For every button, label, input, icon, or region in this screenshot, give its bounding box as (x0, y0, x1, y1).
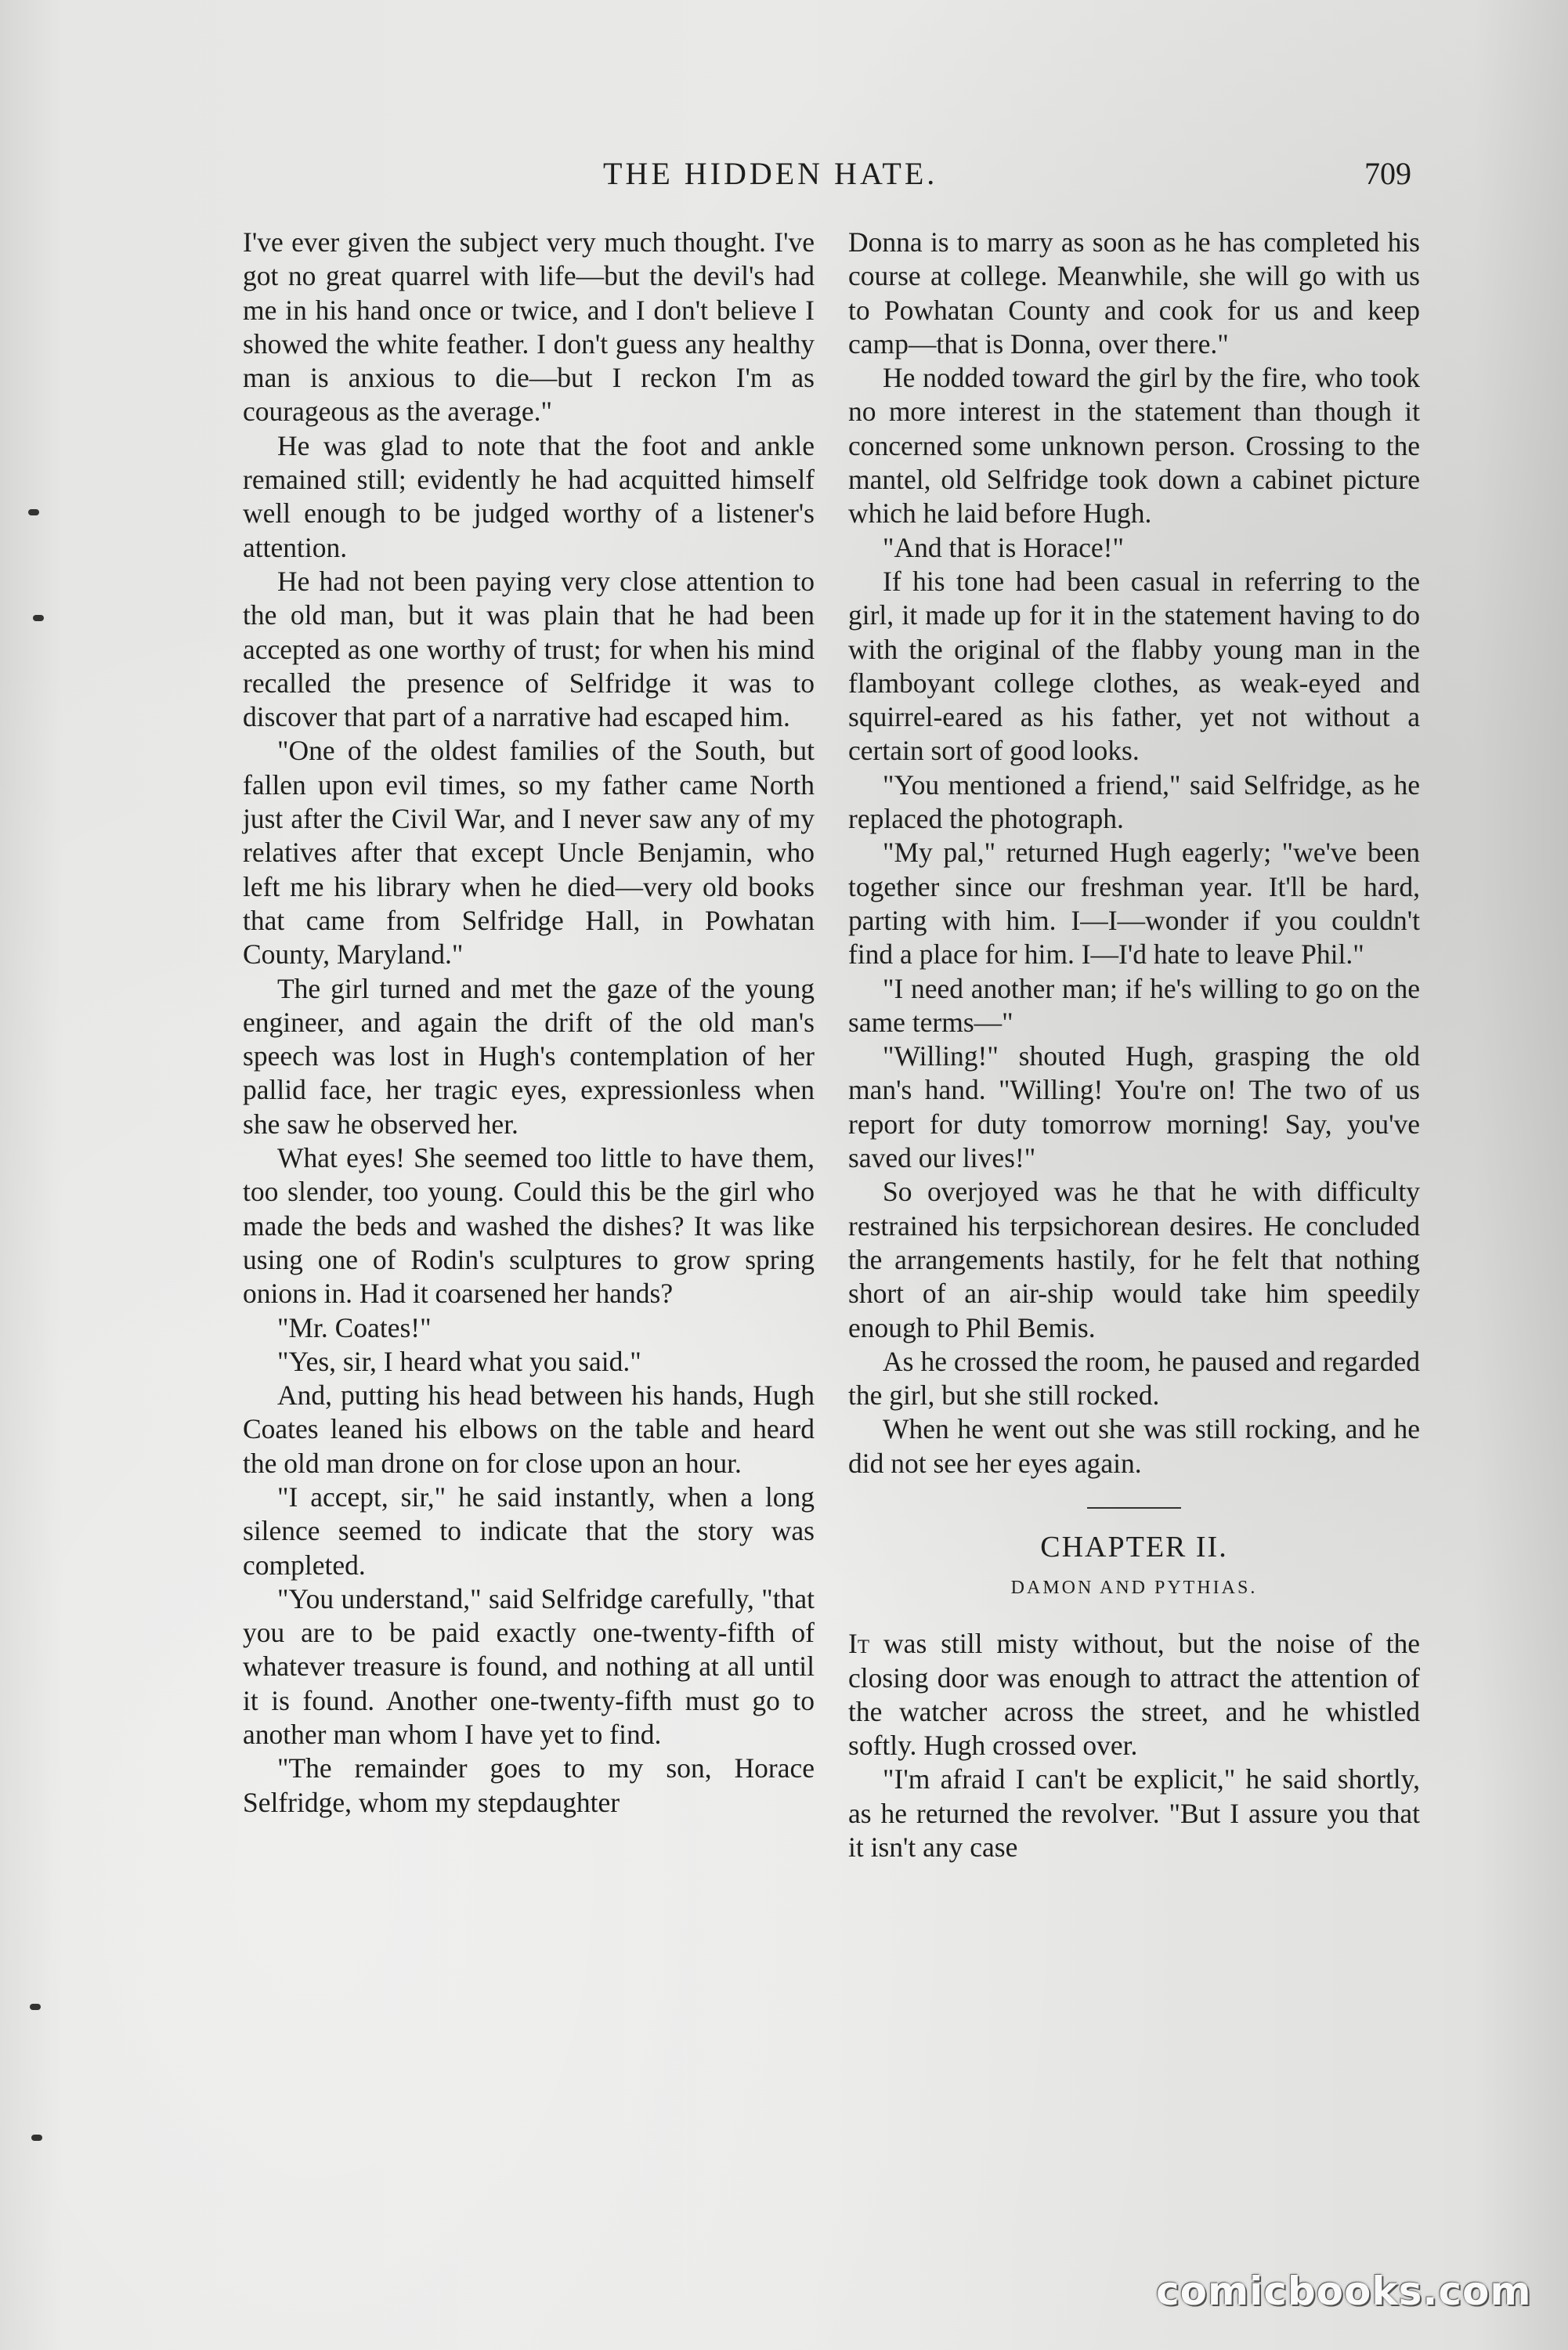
chapter-first-rest: was still misty without, but the noise of the closing door was enough to attract the attention of the watcher across the street, and he whistled softly. Hugh crossed over. (848, 1628, 1420, 1762)
paragraph: So overjoyed was he that he with difficulty restrained his terpsichorean desires. He concluded the arrangements hastily, for he felt that nothing short of an air-ship would take him speedily enough to Phil Bemis. (848, 1176, 1420, 1343)
paragraph: "My pal," returned Hugh eagerly; "we've been together since our freshman year. It'll be hard, parting with him. I—I—wonder if you couldn't find a place for him. I—I'd hate to leave Phil." (848, 837, 1420, 971)
paragraph: "I'm afraid I can't be explicit," he said shortly, as he returned the revolver. "But I assure you that it isn't any case (848, 1763, 1420, 1864)
chapter-subtitle: DAMON AND PYTHIAS. (1010, 1577, 1258, 1598)
left-column (243, 226, 815, 1820)
chapter-opening-paragraph (848, 1627, 1420, 1762)
paragraph: "You understand," said Selfridge carefully, "that you are to be paid exactly one-twenty-fifth of whatever treasure is found, and nothing at all until it is found. Another one-twenty-fifth must go to another man whom I have yet to find. (243, 1582, 815, 1751)
paragraph: He nodded toward the girl by the fire, who took no more interest in the statement than though it concerned some unknown person. Crossing to the mantel, old Selfridge took down a cabinet picture which he laid before Hugh. (848, 362, 1420, 530)
page-number: 709 (1364, 156, 1411, 191)
paragraph: He was glad to note that the foot and ankle remained still; evidently he had acquitted himself well enough to be judged worthy of a listener's attention. (243, 429, 815, 563)
paragraph: "I accept, sir," he said instantly, when a long silence seemed to indicate that the story was completed. (243, 1480, 815, 1581)
paragraph: And, putting his head between his hands, Hugh Coates leaned his elbows on the table and heard the old man drone on for close upon an hour. (243, 1379, 815, 1479)
right-column (848, 226, 1420, 1864)
running-head (0, 155, 1568, 202)
watermark-logo: comicbooks.com (1156, 2269, 1532, 2314)
section-rule (1087, 1507, 1181, 1509)
paragraph: "You mentioned a friend," said Selfridge, as he replaced the photograph. (848, 768, 1420, 835)
paragraph: As he crossed the room, he paused and regarded the girl, but she still rocked. (848, 1345, 1420, 1412)
chapter-first-word: It (848, 1628, 870, 1660)
paragraph: "Mr. Coates!" (277, 1311, 432, 1343)
binding-hole-mark (30, 2004, 41, 2010)
paragraph: "I need another man; if he's willing to go on the same terms—" (848, 972, 1420, 1038)
running-title: THE HIDDEN HATE. (603, 156, 938, 191)
paragraph: "One of the oldest families of the South, but fallen upon evil times, so my father came North just after the Civil War, and I never saw any of my relatives after that except Uncle Benjamin, who left me his library when he died—very old books that came from Selfridge Hall, in Powhatan County, Maryland." (243, 735, 815, 971)
paragraph: What eyes! She seemed too little to have them, too slender, too young. Could this be the girl who made the beds and washed the dishes? It was like using one of Rodin's sculptures to grow spring onions in. Had it coarsened her hands? (243, 1142, 815, 1310)
paragraph: "Yes, sir, I heard what you said." (277, 1345, 641, 1377)
paragraph: "The remainder goes to my son, Horace Selfridge, whom my stepdaughter (243, 1752, 815, 1818)
binding-hole-mark (28, 509, 39, 515)
paragraph: He had not been paying very close attention to the old man, but it was plain that he had been accepted as one worthy of trust; for when his mind recalled the presence of Selfridge it was to discover that part of a narrative had escaped him. (243, 565, 815, 733)
binding-hole-mark (31, 2135, 42, 2141)
paragraph: The girl turned and met the gaze of the young engineer, and again the drift of the old man's speech was lost in Hugh's contemplation of her pallid face, her tragic eyes, expressionless when she saw he observed her. (243, 972, 815, 1140)
paragraph: "And that is Horace!" (883, 531, 1124, 563)
paragraph: "Willing!" shouted Hugh, grasping the old man's hand. "Willing! You're on! The two of us report for duty tomorrow morning! Say, you've saved our lives!" (848, 1040, 1420, 1174)
paragraph: If his tone had been casual in referring to the girl, it made up for it in the statement having to do with the original of the flabby young man in the flamboyant college clothes, as weak-eyed and squirrel-eared as his father, yet not without a certain sort of good looks. (848, 565, 1420, 767)
paragraph: Donna is to marry as soon as he has completed his course at college. Meanwhile, she will go with us to Powhatan County and cook for us and keep camp—that is Donna, over there." (848, 226, 1420, 360)
chapter-title: CHAPTER II. (1040, 1530, 1228, 1564)
binding-hole-mark (33, 615, 44, 621)
paragraph: I've ever given the subject very much thought. I've got no great quarrel with life—but the devil's had me in his hand once or twice, and I don't believe I showed the white feather. I don't guess any healthy man is anxious to die—but I reckon I'm as courageous as the average." (243, 226, 815, 428)
paragraph: When he went out she was still rocking, and he did not see her eyes again. (848, 1413, 1420, 1479)
